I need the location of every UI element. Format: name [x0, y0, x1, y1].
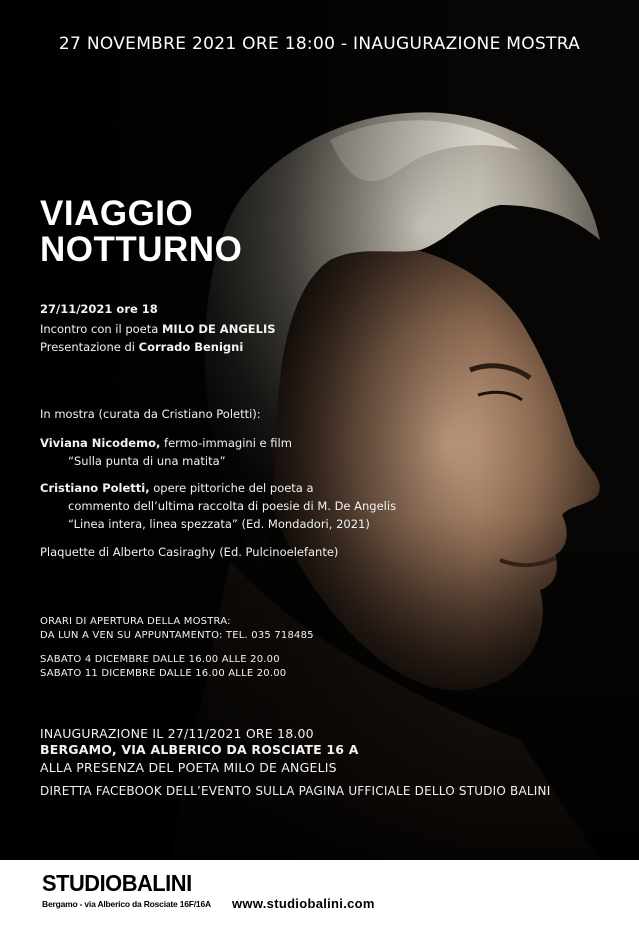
- meeting-prefix: Incontro con il poeta: [40, 322, 162, 336]
- artist1-name: Viviana Nicodemo,: [40, 436, 161, 450]
- event-meeting: [40, 322, 276, 336]
- artist1-line: [40, 436, 292, 450]
- studio-address: Bergamo - via Alberico da Rosciate 16F/16A: [42, 899, 211, 909]
- hours-title: ORARI DI APERTURA DELLA MOSTRA:: [40, 616, 231, 627]
- artist1-work: “Sulla punta di una matita”: [68, 454, 226, 468]
- inauguration-presence: ALLA PRESENZA DEL POETA MILO DE ANGELIS: [40, 760, 337, 775]
- artist2-desc: opere pittoriche del poeta a: [149, 481, 314, 495]
- event-presentation: [40, 340, 243, 354]
- artist2-line: [40, 481, 314, 495]
- artist2-line2: commento dell’ultima raccolta di poesie di M. De Angelis: [68, 499, 397, 513]
- website-link[interactable]: www.studiobalini.com: [232, 896, 375, 911]
- plaquette-line: Plaquette di Alberto Casiraghy (Ed. Pulcinoelefante): [40, 545, 339, 559]
- artist2-line3: “Linea intera, linea spezzata” (Ed. Mondadori, 2021): [68, 517, 370, 531]
- hours-weekdays: DA LUN A VEN SU APPUNTAMENTO: TEL. 035 718485: [40, 630, 314, 641]
- inauguration-address: BERGAMO, VIA ALBERICO DA ROSCIATE 16 A: [40, 742, 359, 757]
- header-date-line: 27 NOVEMBRE 2021 ORE 18:00 - INAUGURAZIONE MOSTRA: [58, 34, 581, 54]
- studio-logo: STUDIOBALINI: [42, 870, 192, 896]
- hours-saturday-2: SABATO 11 DICEMBRE DALLE 16.00 ALLE 20.00: [40, 668, 287, 679]
- title-line-2: NOTTURNO: [40, 230, 243, 269]
- exhibition-intro: In mostra (curata da Cristiano Poletti):: [40, 407, 261, 421]
- presentation-prefix: Presentazione di: [40, 340, 139, 354]
- facebook-live-line: DIRETTA FACEBOOK DELL’EVENTO SULLA PAGINA UFFICIALE DELLO STUDIO BALINI: [40, 784, 551, 798]
- presenter-name: Corrado Benigni: [138, 340, 244, 354]
- event-date: 27/11/2021 ore 18: [40, 302, 158, 316]
- inauguration-line: INAUGURAZIONE IL 27/11/2021 ORE 18.00: [40, 726, 314, 741]
- title-line-1: VIAGGIO: [40, 194, 194, 233]
- hours-saturday-1: SABATO 4 DICEMBRE DALLE 16.00 ALLE 20.00: [40, 654, 280, 665]
- artist1-desc: fermo-immagini e film: [160, 436, 292, 450]
- artist2-name: Cristiano Poletti,: [40, 481, 150, 495]
- page-title: [40, 196, 300, 268]
- poet-name: MILO DE ANGELIS: [161, 322, 276, 336]
